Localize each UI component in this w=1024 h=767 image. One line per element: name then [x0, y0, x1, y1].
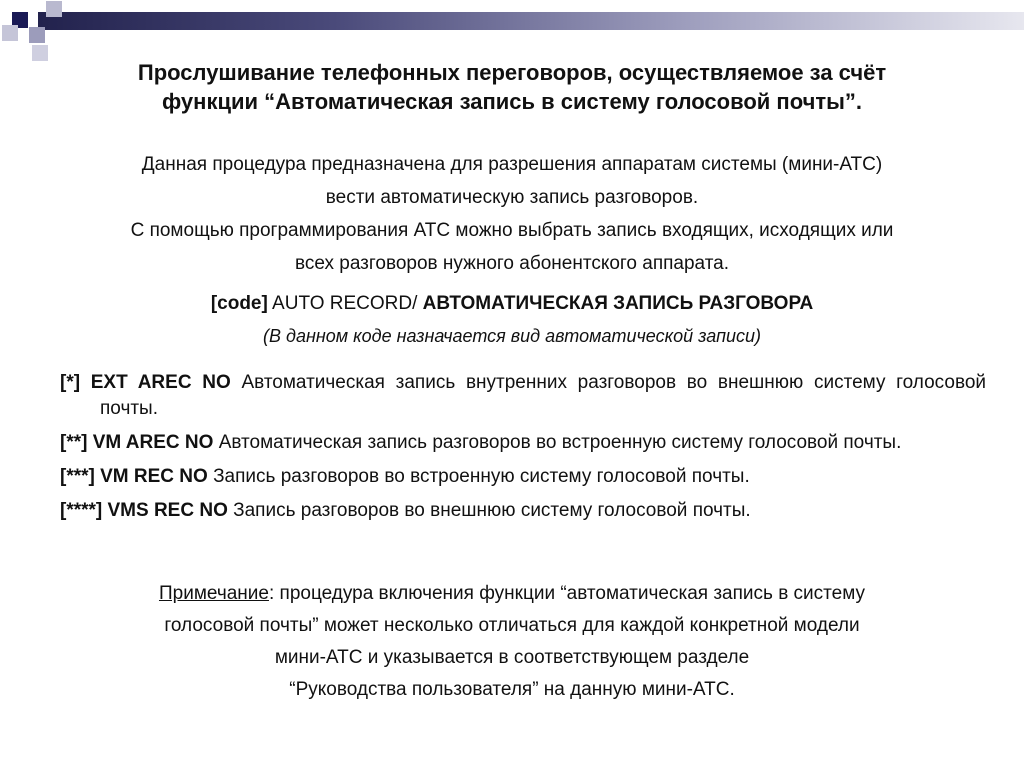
code-name-ru: АВТОМАТИЧЕСКАЯ ЗАПИСЬ РАЗГОВОРА	[422, 293, 814, 314]
note-line-3: мини-АТС и указывается в соответствующем разделе	[274, 647, 750, 668]
options-list	[60, 370, 986, 532]
header-gradient-bar	[38, 12, 1024, 30]
note-line-1: процедура включения функции “автоматическая запись в систему	[279, 583, 866, 604]
note-line-4: “Руководства пользователя” на данную мини-АТС.	[289, 679, 735, 700]
option-desc: Запись разговоров во встроенную систему голосовой почты.	[213, 466, 750, 487]
slide-title	[40, 58, 984, 116]
title-line-1: Прослушивание телефонных переговоров, осуществляемое за счёт	[137, 60, 887, 85]
note-paragraph	[40, 578, 984, 706]
title-line-2: функции “Автоматическая запись в систему голосовой почты”.	[161, 89, 863, 114]
code-heading	[40, 290, 984, 318]
option-key: [**] VM AREC NO	[60, 432, 214, 453]
option-item	[60, 464, 986, 490]
code-name: AUTO RECORD/	[272, 293, 418, 314]
option-desc: Запись разговоров во внешнюю систему голосовой почты.	[233, 500, 751, 521]
note-label: Примечание	[158, 583, 269, 604]
note-line-2: голосовой почты” может несколько отличаться для каждой конкретной модели	[164, 615, 860, 636]
option-desc: Автоматическая запись внутренних разговоров во внешнюю систему голосовой почты.	[100, 372, 987, 419]
code-subtitle: (В данном коде назначается вид автоматической записи)	[263, 326, 761, 346]
header-square	[2, 25, 18, 41]
intro-line-1: Данная процедура предназначена для разрешения аппаратам системы (мини-АТС)	[141, 154, 883, 175]
intro-line-4: всех разговоров нужного абонентского аппарата.	[294, 253, 730, 274]
intro-line-3: С помощью программирования АТС можно выбрать запись входящих, исходящих или	[130, 220, 894, 241]
header-square	[29, 27, 45, 43]
intro-paragraph	[40, 148, 984, 280]
option-item	[60, 430, 986, 456]
option-desc: Автоматическая запись разговоров во встроенную систему голосовой почты.	[218, 432, 902, 453]
code-prefix: [code]	[210, 293, 268, 314]
header-square	[46, 1, 62, 17]
note-separator: :	[268, 583, 275, 604]
option-item	[60, 370, 986, 422]
intro-line-2: вести автоматическую запись разговоров.	[325, 187, 699, 208]
option-key: [****] VMS REC NO	[60, 500, 228, 521]
option-item	[60, 498, 986, 524]
option-key: [***] VM REC NO	[60, 466, 208, 487]
option-key: [*] EXT AREC NO	[60, 372, 231, 393]
